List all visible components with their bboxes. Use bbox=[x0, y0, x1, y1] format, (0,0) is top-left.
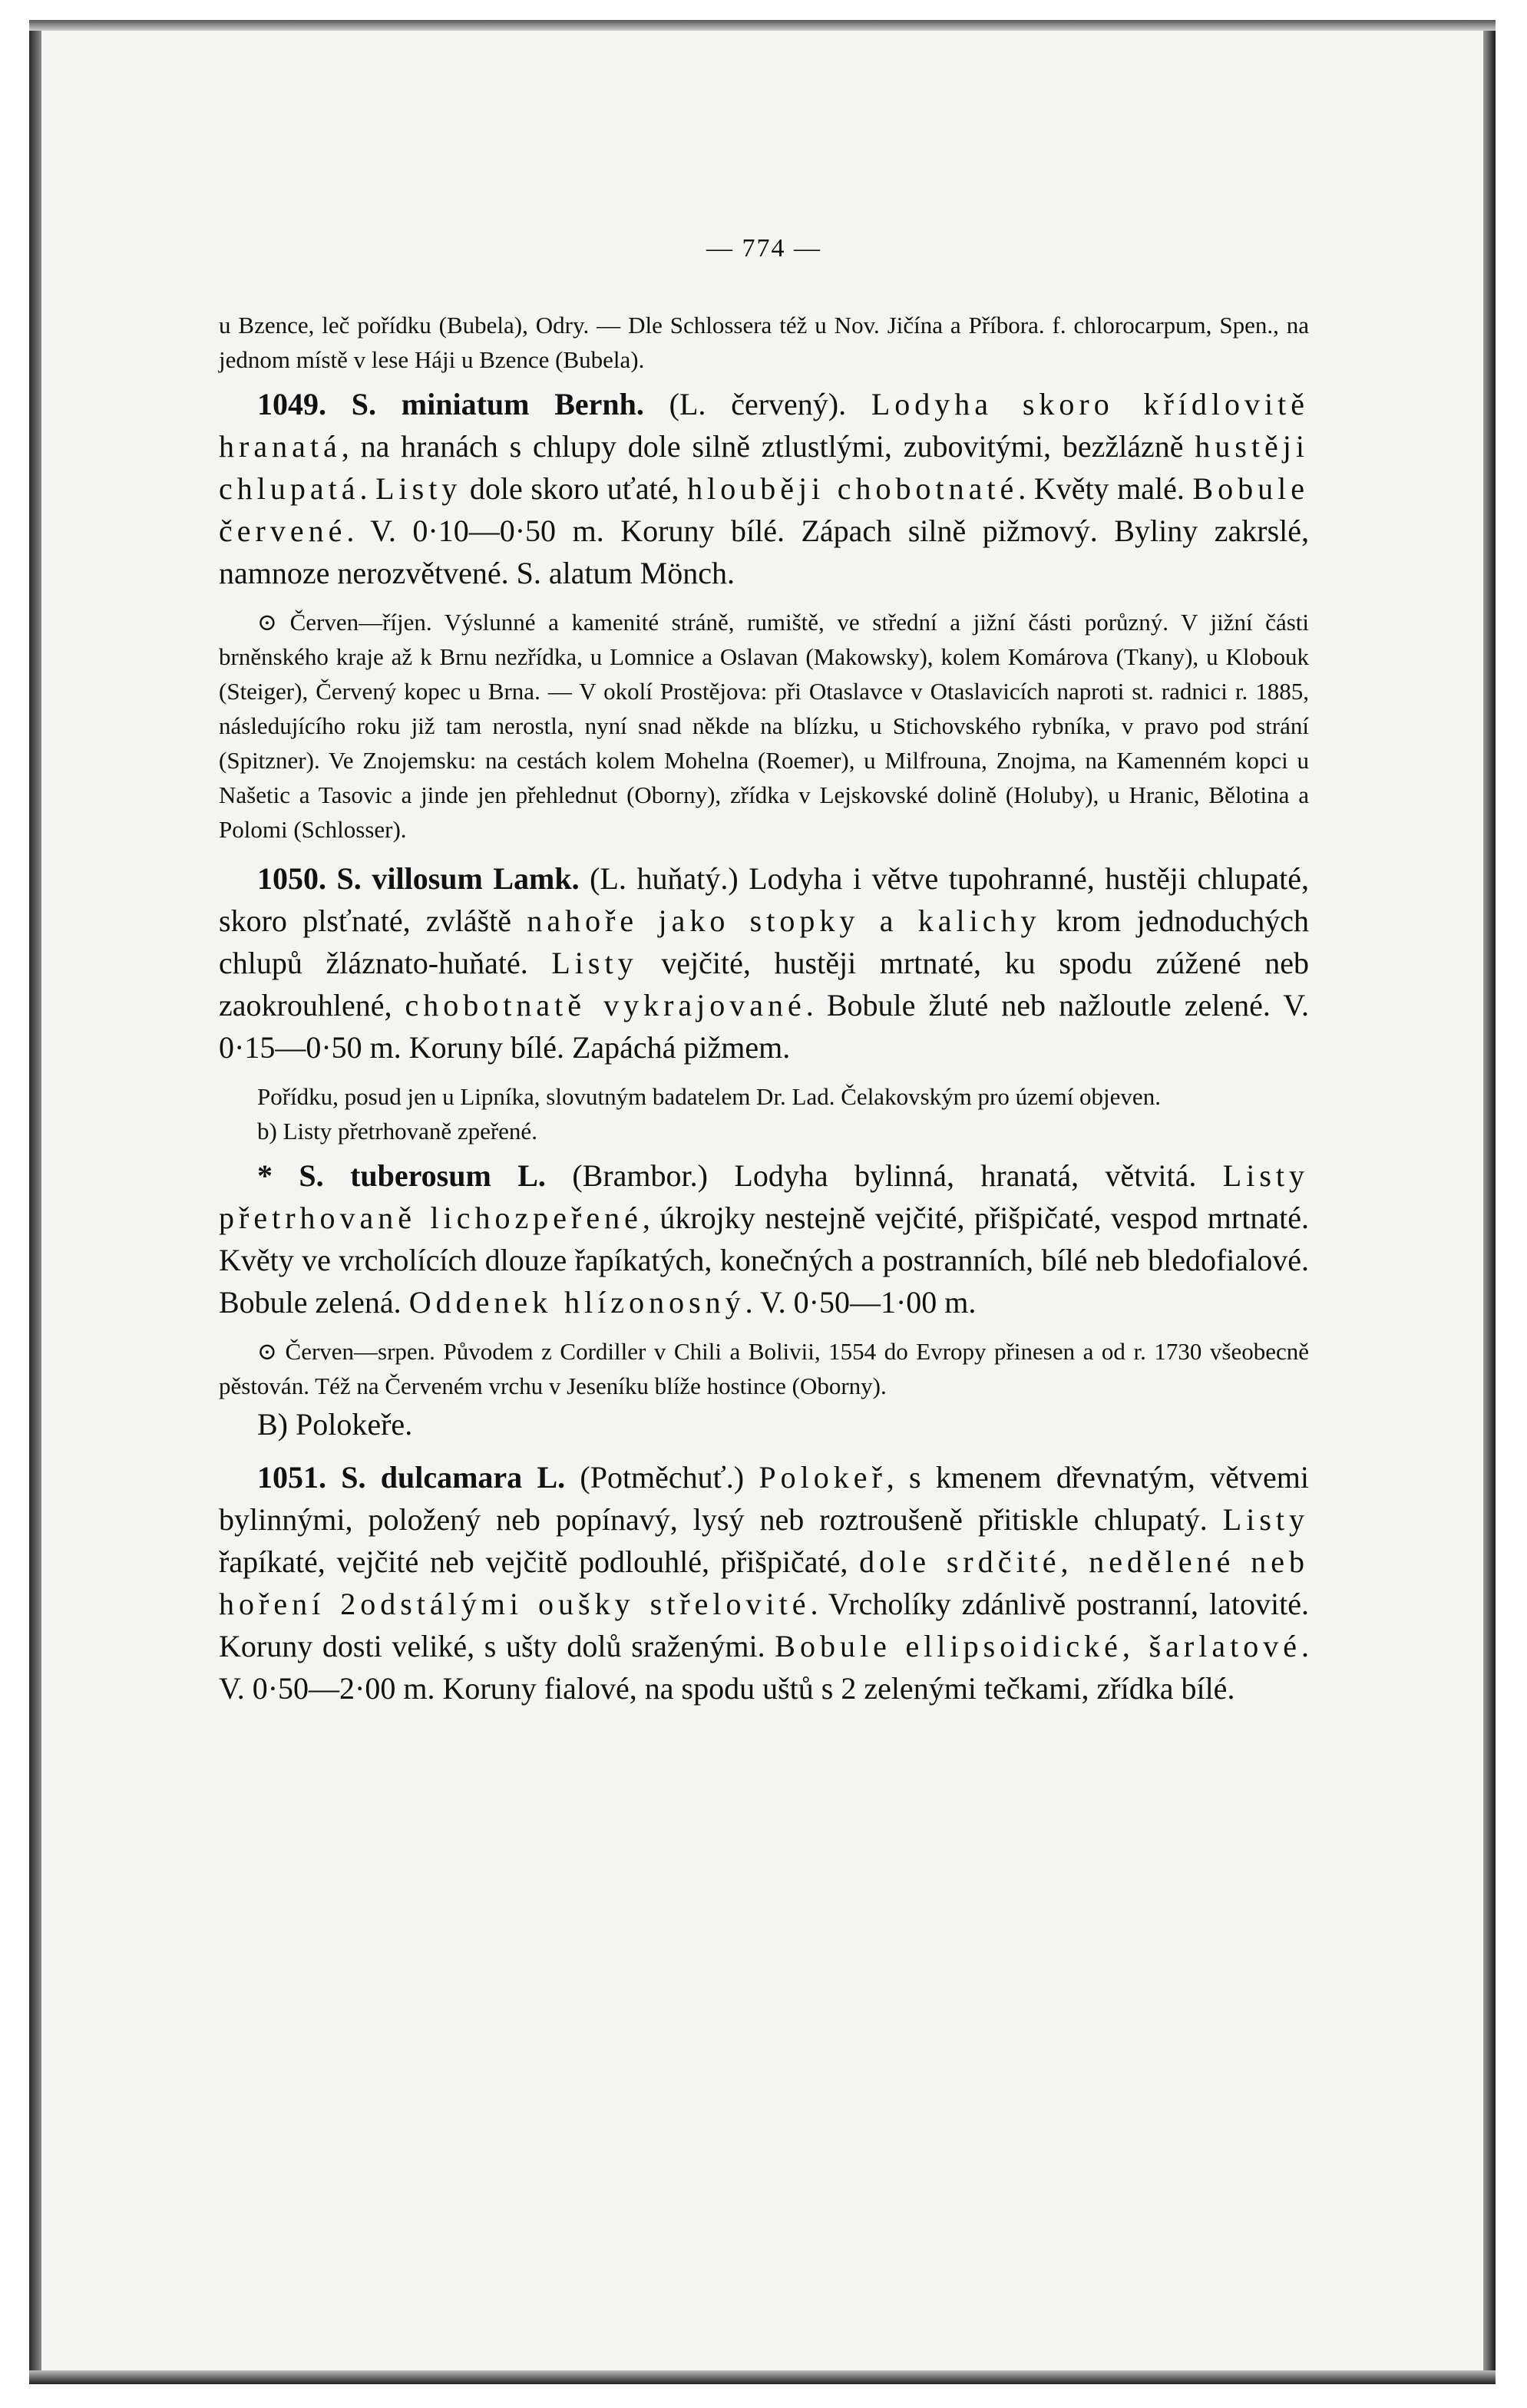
spaced-text: Bobule ellipsoidické, šarlatové bbox=[775, 1629, 1301, 1663]
text: , na hranách s chlupy dole silně ztlustlými, zubovitými, bezžlázně bbox=[341, 429, 1195, 464]
entry-1049-heading: 1049. S. miniatum Bernh. bbox=[257, 387, 644, 421]
text: (L. červený). bbox=[643, 387, 871, 421]
text: . bbox=[359, 471, 376, 506]
spaced-text: Polokeř bbox=[759, 1460, 887, 1495]
text: , s kmenem dřevnatým, větvemi bylinnými, položený neb popínavý, lysý neb roztroušeně přitiskle chlupatý. bbox=[219, 1460, 1309, 1537]
text: . Bobule žluté neb nažloutle zelené. V. 0·15—0·50 m. Koruny bílé. Zapáchá pižmem. bbox=[219, 988, 1310, 1065]
spaced-text: hustěji chlupatá bbox=[219, 429, 1309, 506]
text: dole skoro uťaté, bbox=[461, 471, 688, 506]
text: . Květy malé. bbox=[1018, 471, 1193, 506]
entry-1050-note: Pořídku, posud jen u Lipníka, slovutným badatelem Dr. Lad. Čelakovským pro území objeven. bbox=[257, 1083, 1161, 1110]
spaced-text: Listy přetrhovaně lichozpeřené bbox=[219, 1158, 1309, 1235]
spaced-text: dole srdčité, nedělené neb hoření 2odstálými oušky střelovité bbox=[219, 1544, 1310, 1621]
text: (Brambor.) Lodyha bylinná, hranatá, větvitá. bbox=[545, 1158, 1223, 1193]
scan-edge-bottom bbox=[29, 2370, 1496, 2384]
entry-1049-note: ⊙ Červen—říjen. Výslunné a kamenité stráně, rumiště, ve střední a jižní části porůzný. V jižní části brněnského kraje až k Brnu nezřídka, u Lomnice a Oslavan (Makowsky), kolem Komárova (Tkany), u Klobouk (Steiger), Červený kopec u Brna. — V okolí Prostějova: při Otaslavce v Otaslavicích naproti st. radnici r. 1885, následujícího roku již tam nerostla, nyní snad někde na blízku, u Stichovského rybníka, v pravo pod strání (Spitzner). Ve Znojemsku: na cestách kolem Mohelna (Roemer), u Milfrouna, Znojma, na Kamenném kopci u Našetic a Tasovic a jinde jen přehlednut (Oborny), zřídka v Lejskovské dolině (Holuby), u Hranic, Bělotina a Polomi (Schlosser). bbox=[219, 609, 1309, 843]
entry-tuberosum bbox=[219, 1154, 1309, 1323]
text: (Potměchuť.) bbox=[565, 1460, 759, 1495]
text: . Vrcholíky zdánlivě postranní, latovité. Koruny dosti veliké, s ušty dolů sraženými. bbox=[219, 1587, 1309, 1663]
text: . V. 0·50—1·00 m. bbox=[745, 1285, 977, 1320]
spaced-text: Bobule červené bbox=[219, 471, 1309, 548]
entry-1049 bbox=[219, 383, 1309, 594]
scan-edge-top bbox=[29, 20, 1496, 31]
text: vejčité, hustěji mrtnaté, ku spodu zúžené neb zaokrouhlené, bbox=[219, 946, 1309, 1022]
entry-1051 bbox=[219, 1456, 1309, 1709]
text: krom jednoduchých chlupů žláznato-huňaté. bbox=[219, 903, 1309, 980]
entry-tuberosum-note: ⊙ Červen—srpen. Původem z Cordiller v Chili a Bolivii, 1554 do Evropy přinesen a od r. 1730 všeobecně pěstován. Též na Červeném vrchu v Jeseníku blíže hostince (Oborny). bbox=[219, 1338, 1309, 1399]
entry-1050 bbox=[219, 857, 1309, 1069]
spaced-text: hlouběji chobotnaté bbox=[687, 471, 1019, 506]
spaced-text: Listy bbox=[375, 471, 462, 506]
spaced-text: chobotnatě vykrajované bbox=[405, 988, 806, 1022]
spaced-text: Lodyha skoro křídlovitě hranatá bbox=[219, 387, 1309, 464]
entry-1050-heading: 1050. S. villosum Lamk. bbox=[257, 861, 580, 896]
entry-tuberosum-heading: * S. tuberosum L. bbox=[257, 1158, 546, 1193]
subsection-b: b) Listy přetrhovaně zpeřené. bbox=[257, 1118, 537, 1145]
page-number: — 774 — bbox=[706, 234, 821, 263]
page-text bbox=[219, 234, 1309, 1709]
subsection-B: B) Polokeře. bbox=[257, 1407, 413, 1442]
scan-edge-left bbox=[29, 20, 41, 2384]
spaced-text: Oddenek hlízonosný bbox=[408, 1285, 745, 1320]
spaced-text: Listy bbox=[551, 946, 638, 980]
intro-paragraph: u Bzence, leč pořídku (Bubela), Odry. — Dle Schlossera též u Nov. Jičína a Příbora. f. chlorocarpum, Spen., na jednom místě v lese Háji u Bzence (Bubela). bbox=[219, 312, 1309, 373]
text: řapíkaté, vejčité neb vejčitě podlouhlé, přišpičaté, bbox=[219, 1544, 860, 1579]
entry-1051-heading: 1051. S. dulcamara L. bbox=[257, 1460, 566, 1495]
text: (L. huňatý.) Lodyha i větve tupohranné, hustěji chlupaté, skoro plsťnaté, zvláště bbox=[219, 861, 1309, 938]
text: . V. 0·10—0·50 m. Koruny bílé. Zápach silně pižmový. Byliny zakrslé, namnoze nerozvětvené. S. alatum Mönch. bbox=[219, 514, 1309, 590]
scan-edge-right bbox=[1483, 20, 1496, 2384]
spaced-text: nahoře jako stopky a kalichy bbox=[527, 903, 1041, 938]
spaced-text: Listy bbox=[1222, 1502, 1309, 1537]
text: . V. 0·50—2·00 m. Koruny fialové, na spodu uštů s 2 zelenými tečkami, zřídka bílé. bbox=[219, 1629, 1309, 1706]
text: , úkrojky nestejně vejčité, přišpičaté, vespod mrtnaté. Květy ve vrcholících dlouze řapíkatých, konečných a postranních, bílé neb bledofialové. Bobule zelená. bbox=[219, 1201, 1309, 1320]
